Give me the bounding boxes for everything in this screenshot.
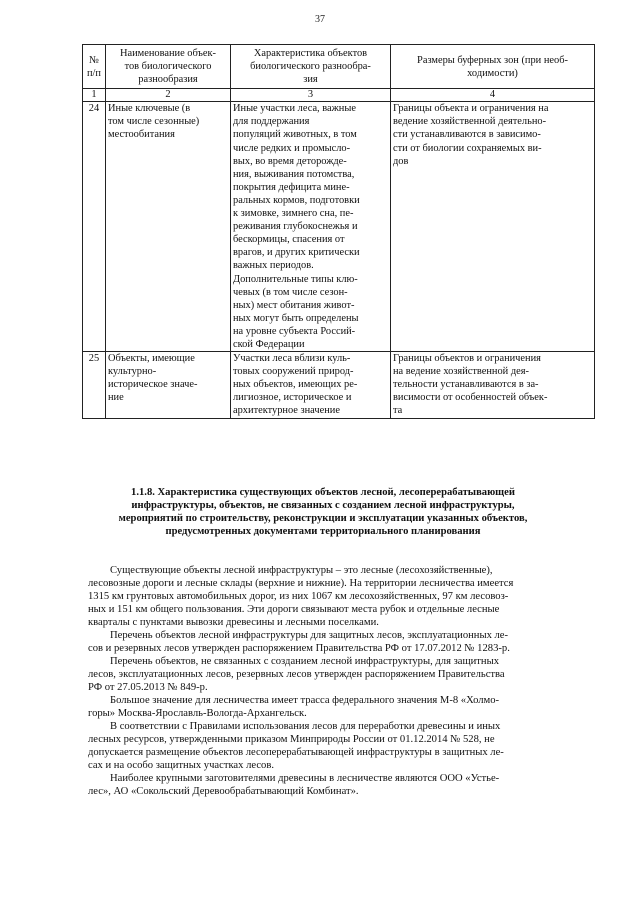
page-number: 37 xyxy=(315,14,325,25)
body-text xyxy=(88,564,560,798)
header-characteristic: Характеристика объектов биологического разнообра- зия xyxy=(231,45,391,89)
paragraph-federal-highway: Большое значение для лесничества имеет трасса федерального значения М-8 «Холмо- горы» Москва-Ярославль-Вологда-Архангельск. xyxy=(88,695,500,719)
paragraph-non-forest-objects-list: Перечень объектов, не связанных с созданием лесной инфраструктуры, для защитных лесов, эксплуатационных лесов, резервных лесов утвержден распоряжением Правительства РФ от 27.05.2013 № 849-р. xyxy=(88,656,505,693)
buffer-zone-cell: Границы объекта и ограничения на ведение хозяйственной деятельно- сти устанавливаются в зависимо- сти от биологии сохраняемых ви- дов xyxy=(391,102,595,352)
table-header-row xyxy=(83,45,595,89)
index-cell: 2 xyxy=(106,89,231,102)
table-row xyxy=(83,102,595,352)
row-number: 24 xyxy=(83,102,106,352)
index-cell: 4 xyxy=(391,89,595,102)
row-number: 25 xyxy=(83,352,106,418)
index-cell: 3 xyxy=(231,89,391,102)
index-cell: 1 xyxy=(83,89,106,102)
paragraph-infrastructure-overview: Существующие объекты лесной инфраструктуры – это лесные (лесохозяйственные), лесовозные дороги и лесные склады (верхние и нижние). На территории лесничества имеется 1315 км грунтовых автомобильных дорог, из них 1067 км лесохозяйственных, 97 км лесовоз- ных и 151 км общего пользования. Эти дороги связывают места рубок и отдельные лесные кварталы с пунктами вывозки древесины и лесными поселками. xyxy=(88,565,514,628)
buffer-zone-cell: Границы объектов и ограничения на ведение хозяйственной дея- тельности устанавливаются в за- висимости от особенностей объек- та xyxy=(391,352,595,418)
header-object-name: Наименование объек- тов биологического разнообразия xyxy=(106,45,231,89)
characteristic-cell: Иные участки леса, важные для поддержания популяций животных, в том числе редких и промысло- вых, во время деторожде- ния, выживания потомства, покрытия дефицита мине- ральных кормов, подготовки к зимовке, зимнего сна, пе- реживания глубокоснежья и бескормицы, спасения от врагов, и других критически важных периодов. Дополнительные типы клю- чевых (в том числе сезон- ных) мест обитания живот- ных могут быть определены на уровне субъекта Россий- ской Федерации xyxy=(231,102,391,352)
header-number: № п/п xyxy=(83,45,106,89)
paragraph-processing-rules: В соответствии с Правилами использования лесов для переработки древесины и иных лесных ресурсов, утвержденными приказом Минприроды России от 01.12.2014 № 528, не допускается размещение объектов лесоперерабатывающей инфраструктуры в защитных ле- сах и на особо защитных участках лесов. xyxy=(88,721,504,771)
characteristic-cell: Участки леса вблизи куль- товых сооружений природ- ных объектов, имеющих ре- лигиозное, историческое и архитектурное значение xyxy=(231,352,391,418)
paragraph-major-harvesters: Наиболее крупными заготовителями древесины в лесничестве являются ООО «Устье- лес», АО «Сокольский Деревообрабатывающий Комбинат». xyxy=(88,773,500,797)
object-name-cell: Иные ключевые (в том числе сезонные) местообитания xyxy=(106,102,231,352)
biodiversity-table xyxy=(82,44,595,419)
paragraph-forest-infrastructure-list: Перечень объектов лесной инфраструктуры для защитных лесов, эксплуатационных ле- сов и резервных лесов утвержден распоряжением Правительства РФ от 17.07.2012 № 1283-р. xyxy=(88,630,510,654)
object-name-cell: Объекты, имеющие культурно- историческое значе- ние xyxy=(106,352,231,418)
section-title: 1.1.8. Характеристика существующих объектов лесной, лесоперерабатывающей инфраструктуры, объектов, не связанных с созданием лесной инфраструктуры, мероприятий по строительству, реконструкции и эксплуатации указанных объектов, предусмотренных документами территориального планирования xyxy=(118,487,528,537)
header-buffer-zone: Размеры буферных зон (при необ- ходимости) xyxy=(391,45,595,89)
table-row xyxy=(83,352,595,418)
table-index-row xyxy=(83,89,595,102)
